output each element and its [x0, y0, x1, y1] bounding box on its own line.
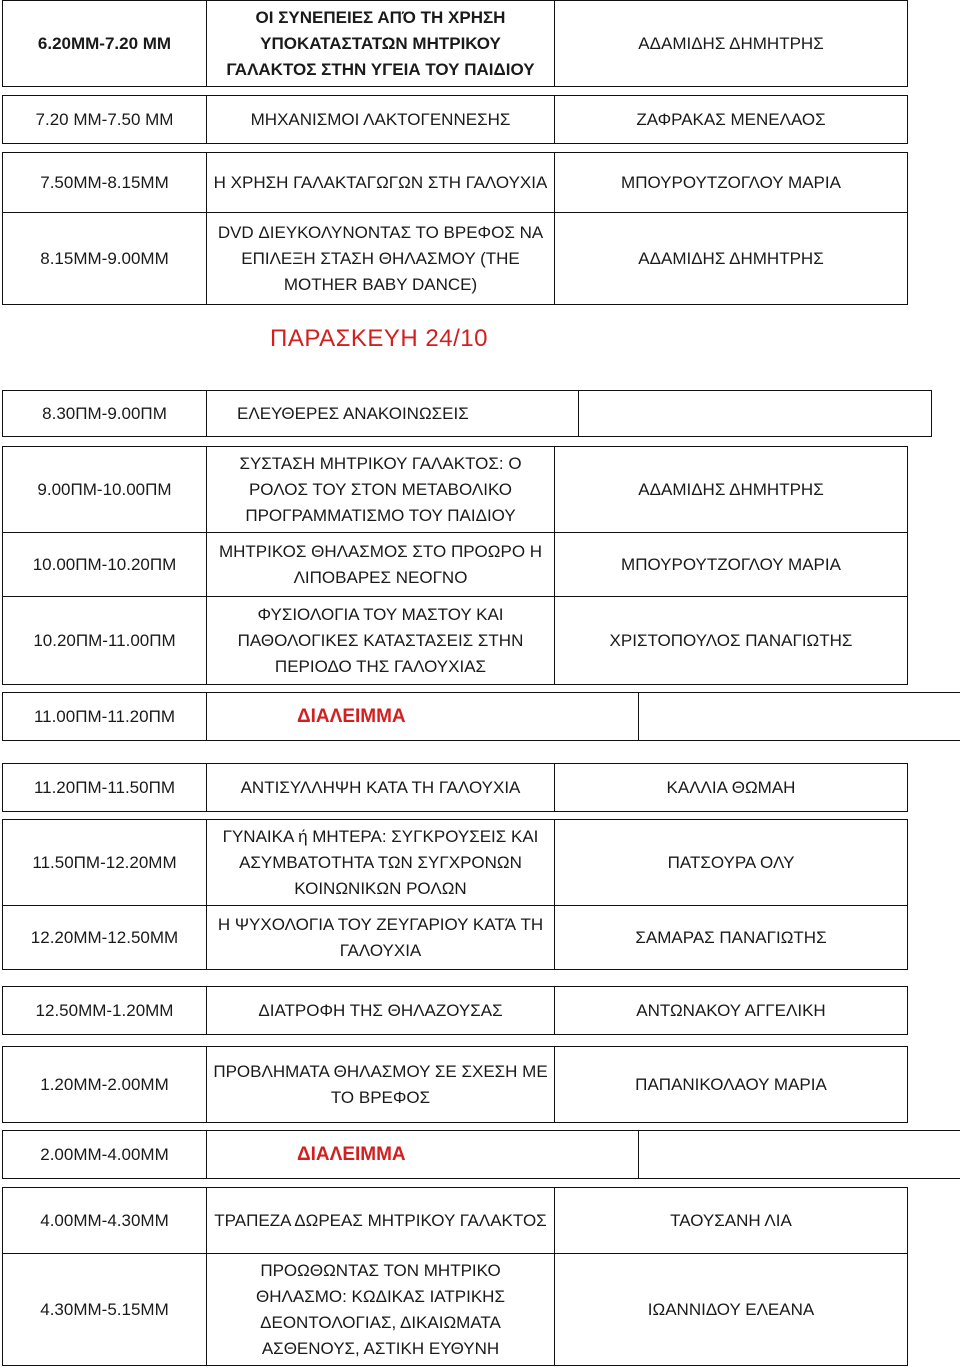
topic-cell: ΜΗΧΑΝΙΣΜΟΙ ΛΑΚΤΟΓΕΝΝΕΣΗΣ: [207, 96, 555, 144]
time-cell: 7.50ΜΜ-8.15ΜΜ: [3, 153, 207, 213]
speaker-cell: ΠΑΠΑΝΙΚΟΛΑΟΥ ΜΑΡΙΑ: [555, 1047, 908, 1123]
speaker-cell: ΜΠΟΥΡΟΥΤΖΟΓΛΟΥ ΜΑΡΙΑ: [555, 533, 908, 597]
schedule-block: [2, 95, 908, 144]
topic-cell: ΔΙΑΤΡΟΦΗ ΤΗΣ ΘΗΛΑΖΟΥΣΑΣ: [207, 987, 555, 1035]
schedule-row: [3, 153, 908, 213]
break-label: ΔΙΑΛΕΙΜΜΑ: [207, 693, 639, 741]
speaker-cell: ΑΔΑΜΙΔΗΣ ΔΗΜΗΤΡΗΣ: [555, 213, 908, 305]
schedule-row: [3, 533, 908, 597]
time-cell: 12.50ΜΜ-1.20ΜΜ: [3, 987, 207, 1035]
schedule-block: [2, 390, 932, 437]
schedule-row: [3, 820, 908, 906]
topic-cell: ΦΥΣΙΟΛΟΓΙΑ ΤΟΥ ΜΑΣΤΟΥ ΚΑΙ ΠΑΘΟΛΟΓΙΚΕΣ ΚΑΤΑΣΤΑΣΕΙΣ ΣΤΗΝ ΠΕΡΙΟΔΟ ΤΗΣ ΓΑΛΟΥΧΙΑΣ: [207, 597, 555, 685]
speaker-cell: ΣΑΜΑΡΑΣ ΠΑΝΑΓΙΩΤΗΣ: [555, 906, 908, 970]
schedule-row: [3, 987, 908, 1035]
schedule-block: [2, 1130, 960, 1179]
schedule-block: [2, 763, 908, 812]
schedule-row: [3, 906, 908, 970]
topic-cell: DVD ΔΙΕΥΚΟΛΥΝΟΝΤΑΣ ΤΟ ΒΡΕΦΟΣ ΝΑ ΕΠΙΛΕΞΗ ΣΤΑΣΗ ΘΗΛΑΣΜΟΥ (THE MOTHER BABY DANCE): [207, 213, 555, 305]
time-cell: 4.30ΜΜ-5.15ΜΜ: [3, 1254, 207, 1366]
speaker-cell: [639, 693, 960, 741]
time-cell: 9.00ΠΜ-10.00ΠΜ: [3, 447, 207, 533]
time-cell: 8.15ΜΜ-9.00ΜΜ: [3, 213, 207, 305]
topic-cell: ΠΡΟΒΛΗΜΑΤΑ ΘΗΛΑΣΜΟΥ ΣΕ ΣΧΕΣΗ ΜΕ ΤΟ ΒΡΕΦΟΣ: [207, 1047, 555, 1123]
topic-cell: ΣΥΣΤΑΣΗ ΜΗΤΡΙΚΟΥ ΓΑΛΑΚΤΟΣ: Ο ΡΟΛΟΣ ΤΟΥ ΣΤΟΝ ΜΕΤΑΒΟΛΙΚΟ ΠΡΟΓΡΑΜΜΑΤΙΣΜΟ ΤΟΥ ΠΑΙΔΙΟΥ: [207, 447, 555, 533]
topic-cell: ΜΗΤΡΙΚΟΣ ΘΗΛΑΣΜΟΣ ΣΤΟ ΠΡΟΩΡΟ Η ΛΙΠΟΒΑΡΕΣ ΝΕΟΓΝΟ: [207, 533, 555, 597]
topic-cell: ΟΙ ΣΥΝΕΠΕΙΕΣ ΑΠΌ ΤΗ ΧΡΗΣΗ ΥΠΟΚΑΤΑΣΤΑΤΩΝ ΜΗΤΡΙΚΟΥ ΓΑΛΑΚΤΟΣ ΣΤΗΝ ΥΓΕΙΑ ΤΟΥ ΠΑΙΔΙΟΥ: [207, 1, 555, 87]
speaker-cell: ΜΠΟΥΡΟΥΤΖΟΓΛΟΥ ΜΑΡΙΑ: [555, 153, 908, 213]
time-cell: 11.50ΠΜ-12.20ΜΜ: [3, 820, 207, 906]
schedule-block: [2, 152, 908, 305]
schedule-block: [2, 1187, 908, 1366]
schedule-block: [2, 819, 908, 970]
schedule-row: [3, 447, 908, 533]
schedule-row: [3, 1047, 908, 1123]
topic-cell: Η ΧΡΗΣΗ ΓΑΛΑΚΤΑΓΩΓΩΝ ΣΤΗ ΓΑΛΟΥΧΙΑ: [207, 153, 555, 213]
schedule-block: [2, 986, 908, 1035]
speaker-cell: [639, 1131, 960, 1179]
time-cell: 11.00ΠΜ-11.20ΠΜ: [3, 693, 207, 741]
schedule-block: [2, 446, 908, 685]
time-cell: 7.20 ΜΜ-7.50 ΜΜ: [3, 96, 207, 144]
topic-cell: ΠΡΟΩΘΩΝΤΑΣ ΤΟΝ ΜΗΤΡΙΚΟ ΘΗΛΑΣΜΟ: ΚΩΔΙΚΑΣ ΙΑΤΡΙΚΗΣ ΔΕΟΝΤΟΛΟΓΙΑΣ, ΔΙΚΑΙΩΜΑΤΑ ΑΣΘΕΝΟΥΣ, ΑΣΤΙΚΗ ΕΥΘΥΝΗ: [207, 1254, 555, 1366]
schedule-row: [3, 1254, 908, 1366]
speaker-cell: ΙΩΑΝΝΙΔΟΥ ΕΛΕΑΝΑ: [555, 1254, 908, 1366]
time-cell: 10.00ΠΜ-10.20ΠΜ: [3, 533, 207, 597]
break-row: [3, 1131, 960, 1179]
time-cell: 4.00ΜΜ-4.30ΜΜ: [3, 1188, 207, 1254]
time-cell: 1.20ΜΜ-2.00ΜΜ: [3, 1047, 207, 1123]
schedule-row: [3, 1, 908, 87]
time-cell: 2.00ΜΜ-4.00ΜΜ: [3, 1131, 207, 1179]
speaker-cell: [579, 391, 932, 437]
topic-cell: ΓΥΝΑΙΚΑ ή ΜΗΤΕΡΑ: ΣΥΓΚΡΟΥΣΕΙΣ ΚΑΙ ΑΣΥΜΒΑΤΟΤΗΤΑ ΤΩΝ ΣΥΓΧΡΟΝΩΝ ΚΟΙΝΩΝΙΚΩΝ ΡΟΛΩΝ: [207, 820, 555, 906]
time-cell: 12.20ΜΜ-12.50ΜΜ: [3, 906, 207, 970]
time-cell: 8.30ΠΜ-9.00ΠΜ: [3, 391, 207, 437]
topic-cell: ΑΝΤΙΣΥΛΛΗΨΗ ΚΑΤΑ ΤΗ ΓΑΛΟΥΧΙΑ: [207, 764, 555, 812]
day-heading: ΠΑΡΑΣΚΕΥΗ 24/10: [270, 325, 488, 352]
break-row: [3, 693, 960, 741]
topic-cell: ΕΛΕΥΘΕΡΕΣ ΑΝΑΚΟΙΝΩΣΕΙΣ: [207, 391, 579, 437]
time-cell: 11.20ΠΜ-11.50ΠΜ: [3, 764, 207, 812]
speaker-cell: ΠΑΤΣΟΥΡΑ ΟΛΥ: [555, 820, 908, 906]
schedule-row: [3, 597, 908, 685]
speaker-cell: ΑΔΑΜΙΔΗΣ ΔΗΜΗΤΡΗΣ: [555, 447, 908, 533]
speaker-cell: ΚΑΛΛΙΑ ΘΩΜΑΗ: [555, 764, 908, 812]
schedule-block: [2, 0, 908, 87]
schedule-row: [3, 96, 908, 144]
time-cell: 6.20ΜΜ-7.20 ΜΜ: [3, 1, 207, 87]
speaker-cell: ΑΔΑΜΙΔΗΣ ΔΗΜΗΤΡΗΣ: [555, 1, 908, 87]
break-label: ΔΙΑΛΕΙΜΜΑ: [207, 1131, 639, 1179]
topic-cell: ΤΡΑΠΕΖΑ ΔΩΡΕΑΣ ΜΗΤΡΙΚΟΥ ΓΑΛΑΚΤΟΣ: [207, 1188, 555, 1254]
speaker-cell: ΖΑΦΡΑΚΑΣ ΜΕΝΕΛΑΟΣ: [555, 96, 908, 144]
schedule-row: [3, 1188, 908, 1254]
topic-cell: Η ΨΥΧΟΛΟΓΙΑ ΤΟΥ ΖΕΥΓΑΡΙΟΥ ΚΑΤΆ ΤΗ ΓΑΛΟΥΧΙΑ: [207, 906, 555, 970]
speaker-cell: ΑΝΤΩΝΑΚΟΥ ΑΓΓΕΛΙΚΗ: [555, 987, 908, 1035]
speaker-cell: ΧΡΙΣΤΟΠΟΥΛΟΣ ΠΑΝΑΓΙΩΤΗΣ: [555, 597, 908, 685]
schedule-block: [2, 692, 960, 741]
schedule-row: [3, 764, 908, 812]
schedule-row: [3, 391, 932, 437]
schedule-block: [2, 1046, 908, 1123]
time-cell: 10.20ΠΜ-11.00ΠΜ: [3, 597, 207, 685]
schedule-row: [3, 213, 908, 305]
speaker-cell: ΤΑΟΥΣΑΝΗ ΛΙΑ: [555, 1188, 908, 1254]
